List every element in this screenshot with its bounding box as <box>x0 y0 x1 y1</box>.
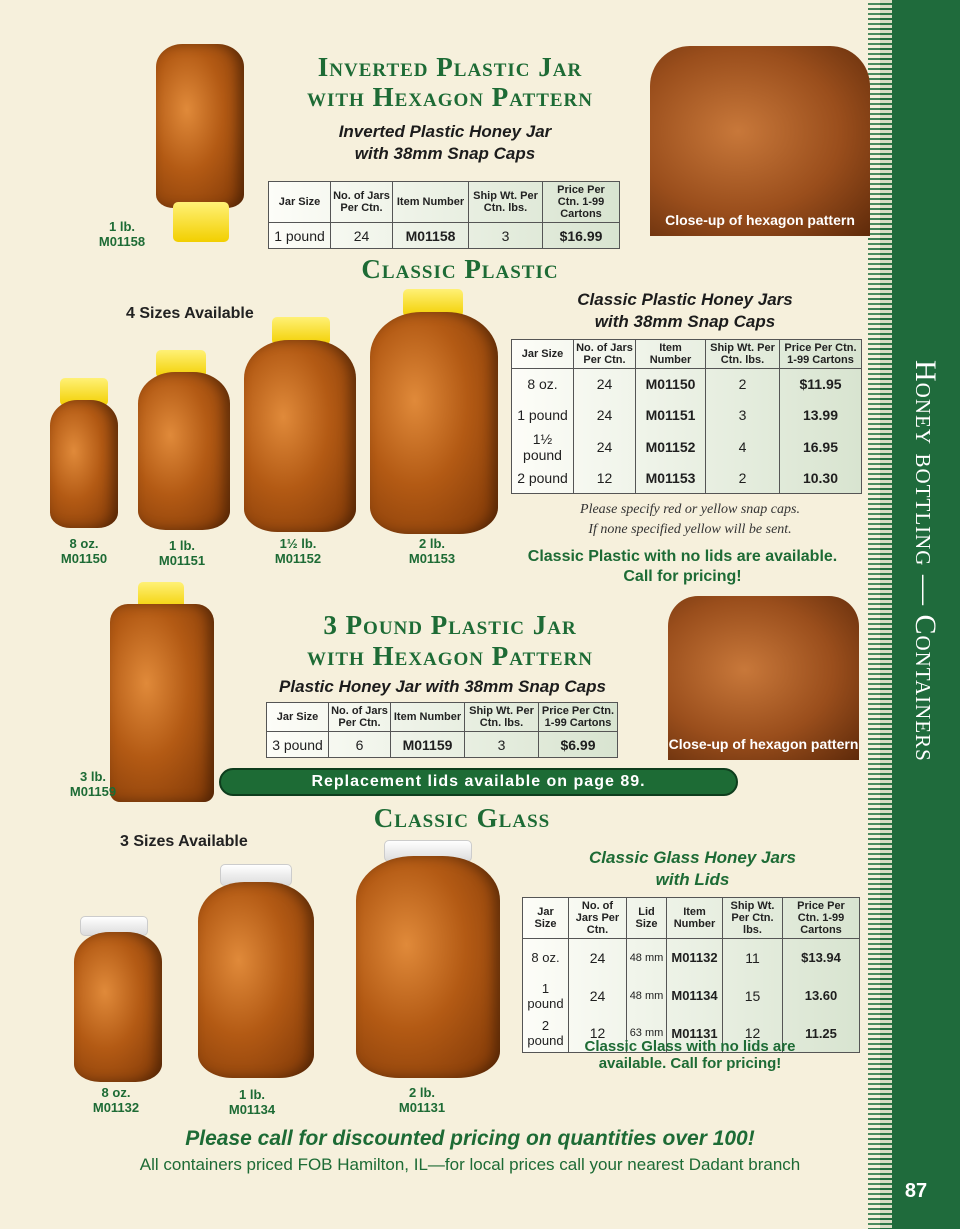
replacement-lids-banner: Replacement lids available on page 89. <box>219 768 738 796</box>
note-line: Call for pricing! <box>623 568 742 585</box>
cell: M01152 <box>636 431 706 463</box>
cell: M01132 <box>667 939 723 977</box>
col-header: Ship Wt. Per Ctn. lbs. <box>465 703 539 732</box>
discount-callout: Please call for discounted pricing on quantities over 100! <box>185 1127 755 1150</box>
glass-caption-1lb <box>212 1087 292 1117</box>
sizes-available-glass: 3 Sizes Available <box>120 833 248 850</box>
inverted-jar-cap <box>173 202 229 242</box>
col-header: Item Number <box>393 182 469 223</box>
cell: 13.60 <box>783 977 860 1015</box>
jar-3lb-caption <box>58 769 128 799</box>
cell: 1 pound <box>512 400 574 431</box>
jar-1lb-image <box>138 372 230 530</box>
caption-item: M01151 <box>158 553 206 568</box>
table-header-row <box>523 898 860 939</box>
caption-size: 1½ lb. <box>279 536 317 551</box>
inverted-title <box>250 52 650 112</box>
glass-jar-2lb-image <box>356 856 500 1078</box>
classic-glass-spec-table <box>522 897 860 1053</box>
title-line: with Hexagon Pattern <box>306 82 593 112</box>
table-row <box>512 400 862 431</box>
cell: 1 pound <box>269 223 331 249</box>
classic-glass-subtitle <box>520 847 865 891</box>
table-row <box>267 732 618 758</box>
cell: 24 <box>574 369 636 400</box>
note-line: Please specify red or yellow snap caps. <box>580 502 800 517</box>
cell: 3 <box>469 223 543 249</box>
cell: 12 <box>569 1015 627 1053</box>
inverted-jar-caption <box>72 219 172 249</box>
cell: 24 <box>574 431 636 463</box>
jar-caption-1lb <box>142 538 222 568</box>
cell: M01134 <box>667 977 723 1015</box>
title-line: Inverted Plastic Jar <box>317 52 583 82</box>
caption-item: M01134 <box>228 1102 276 1117</box>
fob-note: All containers priced FOB Hamilton, IL—for local prices call your nearest Dadant branch <box>139 1155 801 1174</box>
cell: 4 <box>706 431 780 463</box>
cell: 24 <box>569 977 627 1015</box>
glass-caption-8oz <box>76 1085 156 1115</box>
caption-size: 2 lb. <box>418 536 445 551</box>
jar-caption-8oz <box>44 536 124 566</box>
col-header: Jar Size <box>269 182 331 223</box>
cell: 15 <box>723 977 783 1015</box>
cell: 1 pound <box>523 977 569 1015</box>
col-header: Jar Size <box>512 340 574 369</box>
cell: $6.99 <box>539 732 618 758</box>
three-pound-title <box>245 610 655 672</box>
table-header-row <box>269 182 620 223</box>
snap-cap-note <box>540 500 840 540</box>
classic-plastic-no-lids <box>510 547 855 587</box>
caption-item: M01132 <box>92 1100 140 1115</box>
photo-caption: Close-up of hexagon pattern <box>665 212 855 228</box>
photo-caption: Close-up of hexagon pattern <box>668 736 859 752</box>
cell: 24 <box>574 400 636 431</box>
cell: M01150 <box>636 369 706 400</box>
cell: $13.94 <box>783 939 860 977</box>
glass-jar-8oz-image <box>74 932 162 1082</box>
col-header: No. of Jars Per Ctn. <box>331 182 393 223</box>
col-header: Ship Wt. Per Ctn. lbs. <box>723 898 783 939</box>
cell: 10.30 <box>780 463 862 494</box>
inverted-spec-table <box>268 181 620 249</box>
inverted-jar-image <box>156 44 244 208</box>
cell: 3 pound <box>267 732 329 758</box>
caption-size: 8 oz. <box>101 1085 131 1100</box>
classic-plastic-subtitle <box>510 289 860 333</box>
page-number: 87 <box>904 1180 928 1202</box>
cell: 2 <box>706 463 780 494</box>
caption-size: 1 lb. <box>168 538 195 553</box>
cell: $16.99 <box>543 223 620 249</box>
jar-8oz-image <box>50 400 118 528</box>
cell: 12 <box>723 1015 783 1053</box>
cell: M01158 <box>393 223 469 249</box>
cell: 48 mm <box>627 939 667 977</box>
cell: 24 <box>331 223 393 249</box>
jar-caption-1-5lb <box>258 536 338 566</box>
cell: 8 oz. <box>512 369 574 400</box>
table-header-row <box>512 340 862 369</box>
col-header: Item Number <box>391 703 465 732</box>
caption-item: M01152 <box>274 551 322 566</box>
subtitle-line: with 38mm Snap Caps <box>594 312 776 331</box>
cell: 3 <box>706 400 780 431</box>
title-line: with Hexagon Pattern <box>306 641 593 671</box>
note-line: If none specified yellow will be sent. <box>588 522 792 537</box>
classic-plastic-title: Classic Plastic <box>361 254 559 284</box>
jar-2lb-image <box>370 312 498 534</box>
col-header: Item Number <box>636 340 706 369</box>
caption-item: M01159 <box>69 784 117 799</box>
cell: 6 <box>329 732 391 758</box>
subtitle-line: Classic Plastic Honey Jars <box>577 290 793 309</box>
subtitle-line: Inverted Plastic Honey Jar <box>338 122 552 141</box>
caption-size: 1 lb. <box>108 219 135 234</box>
three-pound-spec-table <box>266 702 618 758</box>
col-header: No. of Jars Per Ctn. <box>574 340 636 369</box>
col-header: Price Per Ctn. 1-99 Cartons <box>543 182 620 223</box>
cell: 11 <box>723 939 783 977</box>
jar-1-5lb-image <box>244 340 356 532</box>
caption-size: 3 lb. <box>79 769 106 784</box>
cell: 12 <box>574 463 636 494</box>
table-row <box>512 463 862 494</box>
col-header: Item Number <box>667 898 723 939</box>
table-row <box>523 977 860 1015</box>
note-line: Classic Glass with no lids are <box>584 1038 796 1055</box>
cell: M01159 <box>391 732 465 758</box>
col-header: Lid Size <box>627 898 667 939</box>
note-line: Classic Plastic with no lids are available. <box>527 548 838 565</box>
subtitle-line: with 38mm Snap Caps <box>354 144 536 163</box>
caption-item: M01150 <box>60 551 108 566</box>
col-header: No. of Jars Per Ctn. <box>569 898 627 939</box>
subtitle-line: with Lids <box>655 870 730 889</box>
table-header-row <box>267 703 618 732</box>
sizes-available: 4 Sizes Available <box>126 305 254 322</box>
cell: 11.25 <box>783 1015 860 1053</box>
subtitle-line: Classic Glass Honey Jars <box>589 848 796 867</box>
classic-glass-title: Classic Glass <box>373 803 551 833</box>
glass-jar-1lb-image <box>198 882 314 1078</box>
note-line: available. Call for pricing! <box>598 1055 782 1072</box>
side-title: Honey bottling — Containers <box>909 360 942 762</box>
cell: M01153 <box>636 463 706 494</box>
jar-caption-2lb <box>392 536 472 566</box>
table-row <box>269 223 620 249</box>
col-header: Price Per Ctn. 1-99 Cartons <box>783 898 860 939</box>
col-header: Jar Size <box>523 898 569 939</box>
caption-size: 1 lb. <box>238 1087 265 1102</box>
table-row <box>512 431 862 463</box>
cell: 13.99 <box>780 400 862 431</box>
caption-item: M01131 <box>398 1100 446 1115</box>
table-row <box>512 369 862 400</box>
cell: 48 mm <box>627 977 667 1015</box>
cell: M01131 <box>667 1015 723 1053</box>
cell: M01151 <box>636 400 706 431</box>
table-row <box>523 939 860 977</box>
caption-size: 8 oz. <box>69 536 99 551</box>
col-header: Ship Wt. Per Ctn. lbs. <box>469 182 543 223</box>
three-pound-subtitle: Plastic Honey Jar with 38mm Snap Caps <box>279 677 606 696</box>
col-header: No. of Jars Per Ctn. <box>329 703 391 732</box>
classic-glass-no-lids <box>540 1038 840 1072</box>
cell: 1½ pound <box>512 431 574 463</box>
classic-plastic-spec-table <box>511 339 862 494</box>
col-header: Price Per Ctn. 1-99 Cartons <box>780 340 862 369</box>
caption-item: M01153 <box>408 551 456 566</box>
cell: 8 oz. <box>523 939 569 977</box>
cell: 63 mm <box>627 1015 667 1053</box>
glass-caption-2lb <box>382 1085 462 1115</box>
hexagon-closeup-photo <box>650 46 870 236</box>
caption-size: 2 lb. <box>408 1085 435 1100</box>
col-header: Price Per Ctn. 1-99 Cartons <box>539 703 618 732</box>
cell: 24 <box>569 939 627 977</box>
caption-item: M01158 <box>98 234 146 249</box>
cell: 16.95 <box>780 431 862 463</box>
cell: 2 <box>706 369 780 400</box>
cell: 2 pound <box>512 463 574 494</box>
cell: 3 <box>465 732 539 758</box>
hexagon-closeup-photo-3lb <box>668 596 859 760</box>
cell: 2 pound <box>523 1015 569 1053</box>
side-band-edge <box>868 0 892 1229</box>
inverted-subtitle <box>270 121 620 165</box>
title-line: 3 Pound Plastic Jar <box>323 610 577 640</box>
col-header: Ship Wt. Per Ctn. lbs. <box>706 340 780 369</box>
cell: $11.95 <box>780 369 862 400</box>
col-header: Jar Size <box>267 703 329 732</box>
